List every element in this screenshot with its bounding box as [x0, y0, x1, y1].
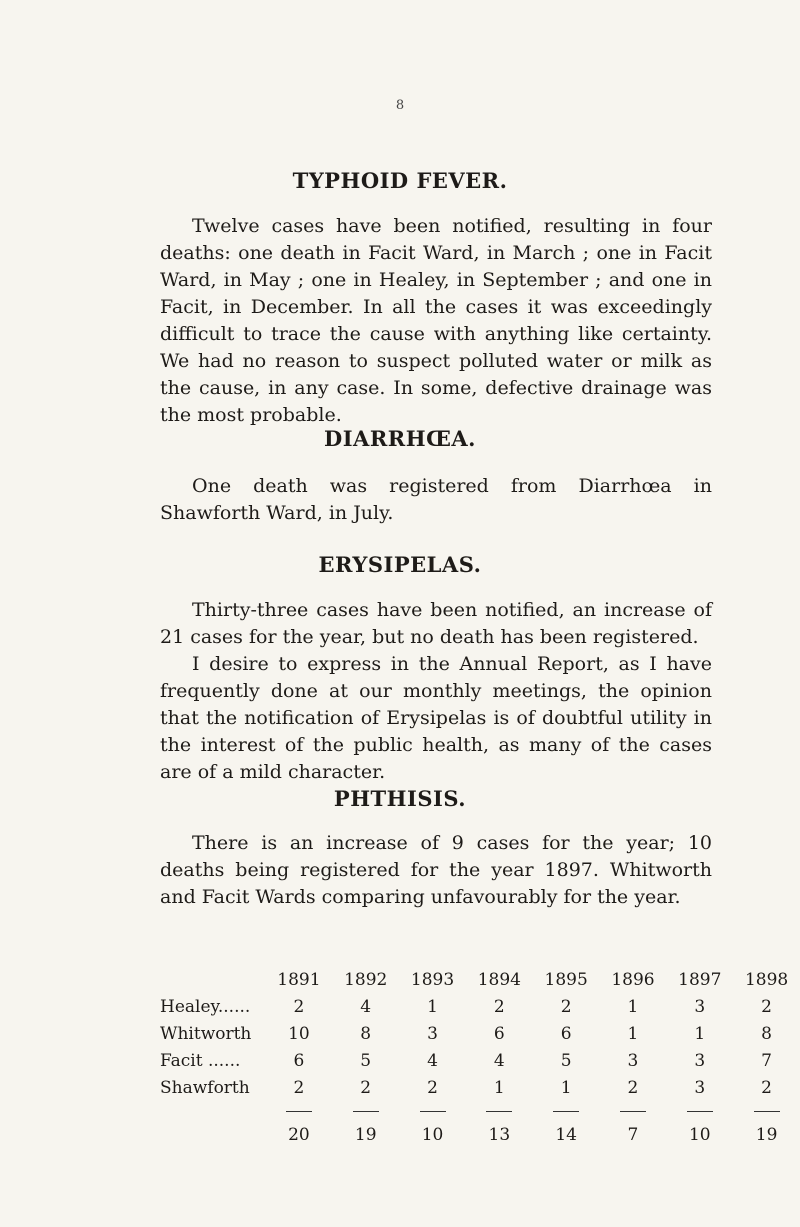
erysipelas-paragraph-1: Thirty-three cases have been notified, an increase of 21 cases for the year, but no death has been registered. — [160, 599, 712, 648]
year-header: 1892 — [344, 969, 388, 990]
table-cell: 3 — [427, 1023, 438, 1044]
page-number: 8 — [395, 98, 405, 113]
table-cell: 2 — [627, 1077, 639, 1098]
row-label-whitworth: Whitworth — [160, 1023, 252, 1044]
year-header: 1891 — [277, 969, 321, 990]
year-header: 1895 — [544, 969, 588, 990]
table-cell: 1 — [627, 1023, 639, 1044]
total-cell: 13 — [488, 1124, 511, 1145]
totals-row — [160, 1121, 800, 1148]
table-cell: 1 — [427, 996, 438, 1017]
table-cell: 6 — [560, 1023, 572, 1044]
table-cell: 2 — [560, 996, 572, 1017]
table-cell: 7 — [761, 1050, 772, 1071]
total-cell: 7 — [627, 1124, 639, 1145]
total-cell: 19 — [354, 1124, 377, 1145]
year-header: 1897 — [678, 969, 722, 990]
total-cell: 19 — [755, 1124, 778, 1145]
table-cell: 4 — [493, 1050, 505, 1071]
table-cell: 5 — [560, 1050, 572, 1071]
row-label-shawforth: Shawforth — [160, 1077, 250, 1098]
year-header: 1896 — [611, 969, 655, 990]
table-cell: 8 — [360, 1023, 372, 1044]
table-row — [160, 1074, 800, 1101]
typhoid-paragraph: Twelve cases have been notified, resulting in four deaths: one death in Facit Ward, in March ; one in Facit Ward, in May ; one in Healey, in September ; and one in Facit, in December. In all the cases it was exceedingly difficult to trace the cause with anything like certainty. We had no reason to suspect polluted water or milk as the cause, in any case. In some, defective drainage was the most probable. — [160, 215, 712, 426]
table-row — [160, 1047, 800, 1074]
divider — [286, 1111, 312, 1112]
table-cell: 2 — [293, 1077, 305, 1098]
divider — [620, 1111, 646, 1112]
heading-erysipelas: ERYSIPELAS. — [318, 552, 482, 577]
table-cell: 2 — [761, 1077, 772, 1098]
phthisis-paragraph: There is an increase of 9 cases for the year; 10 deaths being registered for the year 1897. Whitworth and Facit Wards comparing unfavourably for the year. — [160, 832, 712, 908]
diarrhoea-paragraph: One death was registered from Diarrhœa in Shawforth Ward, in July. — [160, 475, 712, 524]
divider — [420, 1111, 446, 1112]
table-cell: 4 — [427, 1050, 438, 1071]
heading-phthisis: PHTHISIS. — [333, 786, 467, 811]
table-cell: 4 — [360, 996, 372, 1017]
table-cell: 1 — [560, 1077, 572, 1098]
year-header: 1898 — [744, 969, 789, 990]
table-cell: 8 — [761, 1023, 772, 1044]
divider — [687, 1111, 713, 1112]
table-cell: 3 — [694, 996, 706, 1017]
heading-typhoid-fever: TYPHOID FEVER. — [292, 168, 508, 193]
divider — [754, 1111, 780, 1112]
total-cell: 10 — [688, 1124, 711, 1145]
table-cell: 5 — [360, 1050, 372, 1071]
divider — [353, 1111, 379, 1112]
table-cell: 2 — [427, 1077, 438, 1098]
table-cell: 2 — [293, 996, 305, 1017]
table-corner — [160, 966, 265, 993]
table-cell: 3 — [694, 1077, 706, 1098]
table-header-row — [160, 966, 800, 993]
table-cell: 1 — [627, 996, 639, 1017]
total-rule-row — [160, 1101, 800, 1121]
heading-diarrhoea: DIARRHŒA. — [324, 426, 476, 451]
phthisis-deaths-table — [160, 966, 800, 1148]
row-label-healey: Healey...... — [160, 996, 251, 1017]
table-cell: 2 — [360, 1077, 372, 1098]
year-header: 1893 — [410, 969, 455, 990]
table-cell: 3 — [627, 1050, 639, 1071]
divider — [486, 1111, 512, 1112]
divider — [553, 1111, 579, 1112]
total-cell: 14 — [555, 1124, 577, 1145]
table-cell: 1 — [493, 1077, 505, 1098]
table-cell: 10 — [288, 1023, 310, 1044]
table-row — [160, 1020, 800, 1047]
year-header: 1894 — [477, 969, 521, 990]
table-cell: 6 — [293, 1050, 305, 1071]
table-cell: 1 — [694, 1023, 706, 1044]
row-label-facit: Facit ...... — [160, 1050, 241, 1071]
table-cell: 3 — [694, 1050, 706, 1071]
total-cell: 10 — [421, 1124, 444, 1145]
table-row — [160, 993, 800, 1020]
table-cell: 2 — [761, 996, 772, 1017]
total-cell: 20 — [288, 1124, 310, 1145]
erysipelas-paragraph-2: I desire to express in the Annual Report, as I have frequently done at our monthly meetings, the opinion that the notification of Erysipelas is of doubtful utility in the interest of the public health, as many of the cases are of a mild character. — [160, 653, 712, 783]
table-cell: 6 — [493, 1023, 505, 1044]
table-cell: 2 — [493, 996, 505, 1017]
